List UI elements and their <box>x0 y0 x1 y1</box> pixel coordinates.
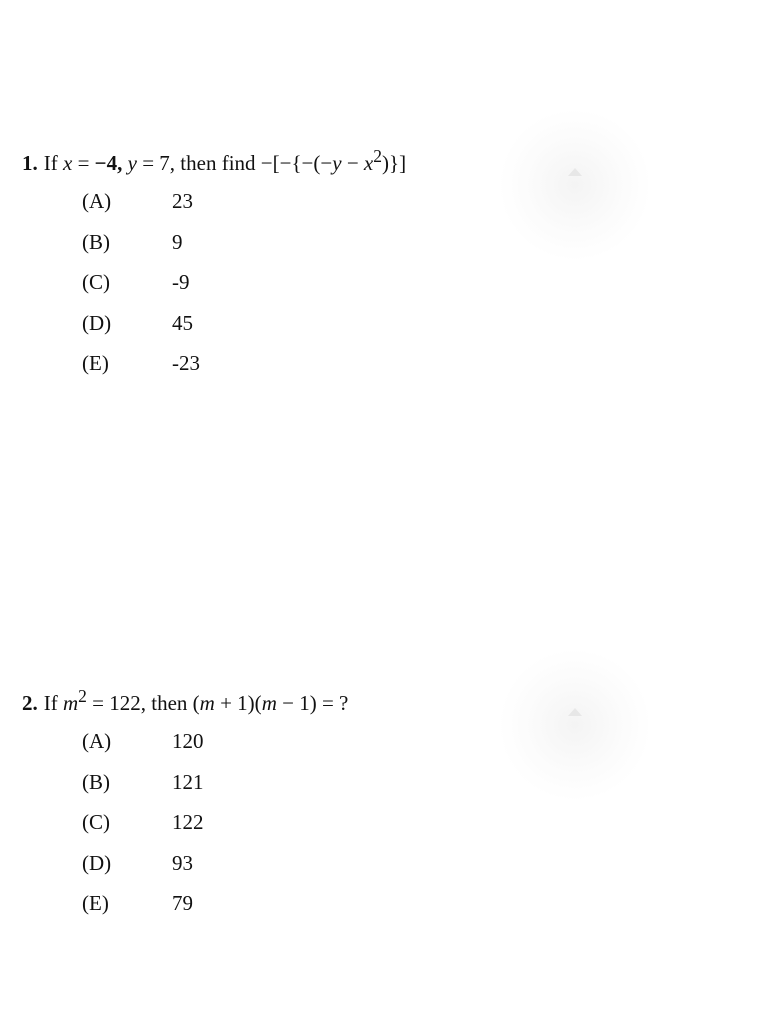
option-value: 93 <box>172 850 193 875</box>
option-label: (C) <box>82 270 110 294</box>
option-label: (D) <box>82 850 112 875</box>
stem-text: = 7, then find <box>136 151 261 175</box>
expression-part: )}] <box>382 151 407 175</box>
option-e[interactable] <box>22 351 722 392</box>
exponent: 2 <box>78 686 87 706</box>
variable-x: x <box>63 151 73 175</box>
stem-text: + 1)( <box>214 691 262 715</box>
option-b[interactable] <box>22 770 722 811</box>
option-value: 122 <box>172 810 204 834</box>
question-2 <box>22 681 722 932</box>
question-1 <box>22 141 722 392</box>
option-e[interactable] <box>22 891 722 932</box>
stem-text: − 1) = ? <box>276 691 349 715</box>
question-stem <box>22 141 722 178</box>
option-value: 79 <box>172 891 193 915</box>
stem-text: If <box>43 151 63 175</box>
x-value: −4, <box>94 151 123 175</box>
option-d[interactable] <box>22 851 722 892</box>
option-label: (D) <box>82 310 112 335</box>
stem-text: If <box>43 691 63 715</box>
exponent: 2 <box>373 146 382 166</box>
option-value: -23 <box>172 351 200 375</box>
option-value: 45 <box>172 310 193 335</box>
variable-m: m <box>63 691 79 715</box>
option-d[interactable] <box>22 311 722 352</box>
expression-part: −[−{−(− <box>260 151 333 175</box>
expression-part: − <box>341 151 364 175</box>
option-label: (E) <box>82 891 109 915</box>
option-a[interactable] <box>22 729 722 770</box>
answer-options <box>22 189 722 392</box>
variable-m: m <box>199 691 215 715</box>
option-label: (E) <box>82 351 109 375</box>
option-a[interactable] <box>22 189 722 230</box>
option-label: (C) <box>82 810 110 834</box>
question-number: 1. <box>22 151 38 175</box>
option-c[interactable] <box>22 270 722 311</box>
question-stem <box>22 681 722 718</box>
option-b[interactable] <box>22 230 722 271</box>
option-value: -9 <box>172 270 190 294</box>
option-label: (B) <box>82 229 110 254</box>
option-label: (B) <box>82 769 110 794</box>
question-number: 2. <box>22 691 38 715</box>
stem-text: = 122, then ( <box>86 691 200 715</box>
stem-text: = <box>72 151 95 175</box>
variable-y: y <box>332 151 342 175</box>
option-c[interactable] <box>22 810 722 851</box>
option-label: (A) <box>82 189 112 213</box>
answer-options <box>22 729 722 932</box>
option-value: 121 <box>172 769 204 794</box>
option-value: 120 <box>172 729 204 753</box>
variable-x: x <box>363 151 374 175</box>
option-value: 23 <box>172 189 193 213</box>
option-value: 9 <box>172 229 183 254</box>
option-label: (A) <box>82 729 112 753</box>
variable-m: m <box>261 691 277 715</box>
variable-y: y <box>127 151 137 175</box>
